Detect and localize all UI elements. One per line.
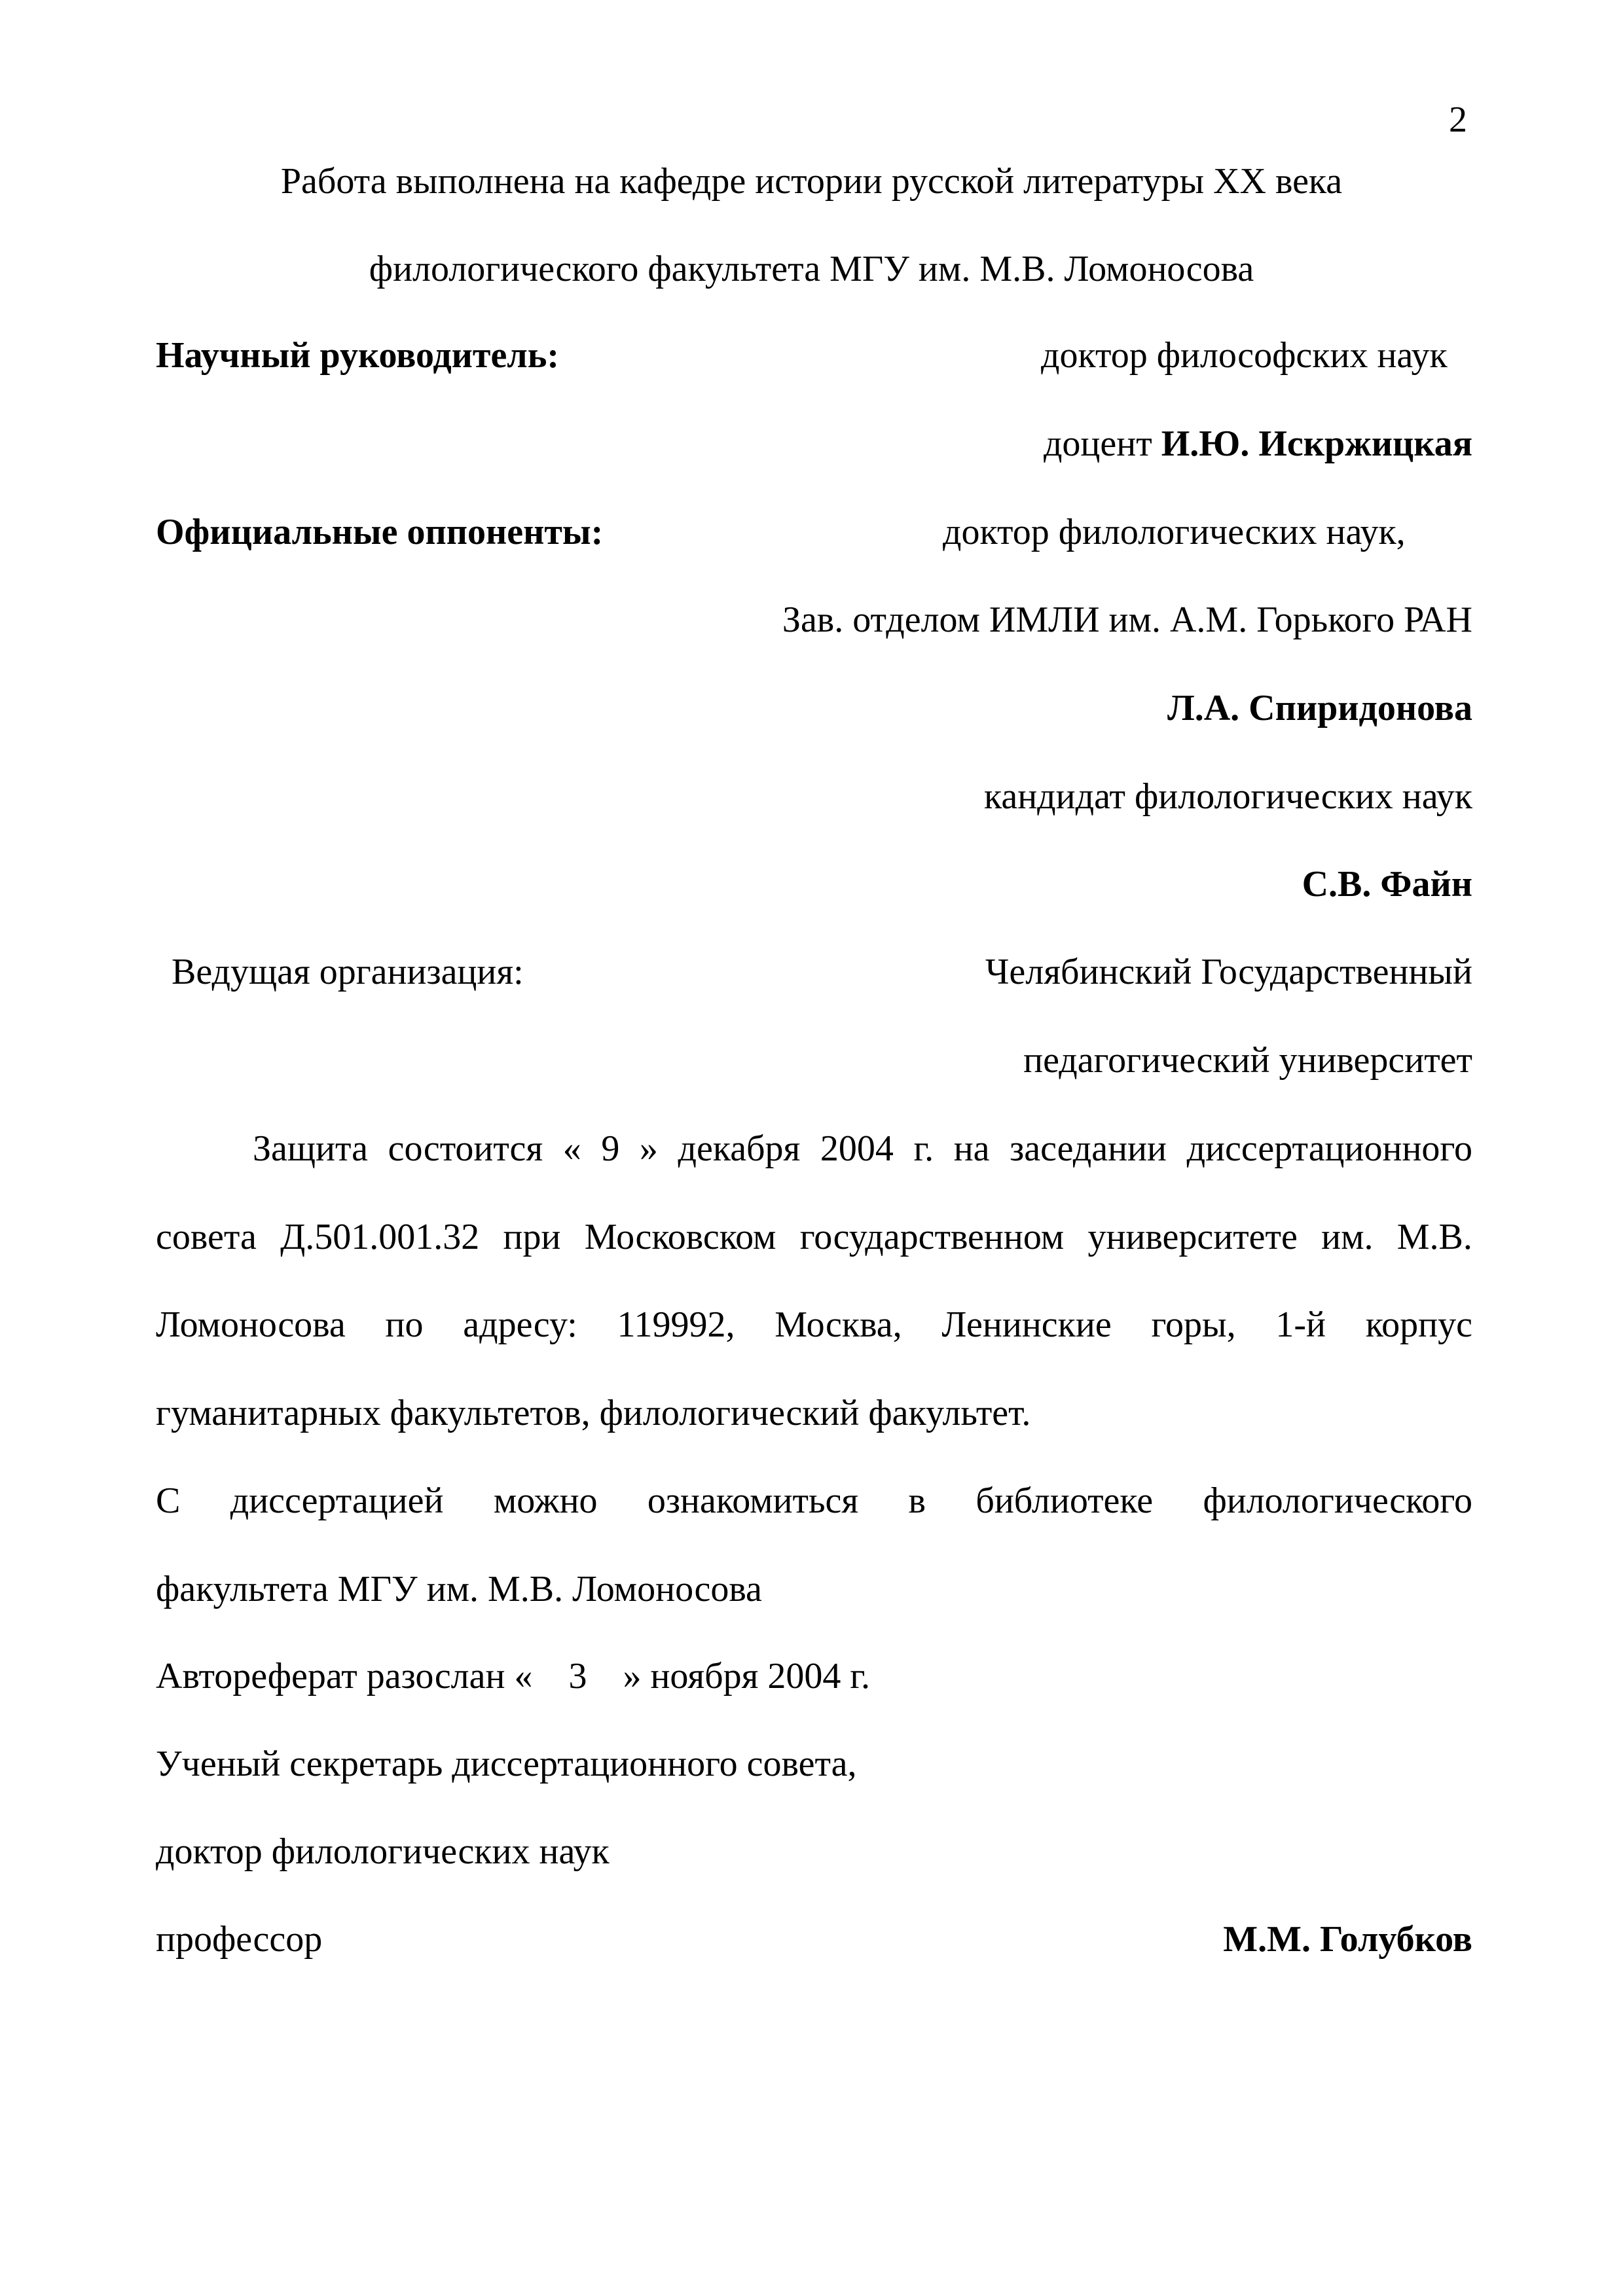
word: г.: [913, 1128, 934, 1169]
header-line-1: Работа выполнена на кафедре истории русской литературы XX века: [280, 161, 1343, 202]
word: государственном: [799, 1217, 1065, 1257]
library-line-1: [156, 1479, 1472, 1522]
word: Ленинские: [941, 1304, 1112, 1345]
word: Московском: [584, 1217, 776, 1257]
abstract-sent-prefix: Автореферат разослан «: [156, 1656, 533, 1696]
word: на: [953, 1128, 990, 1169]
word: Ломоносова: [156, 1304, 346, 1345]
defense-line-3: [156, 1303, 1472, 1346]
supervisor-name: И.Ю. Искржицкая: [1161, 423, 1472, 464]
word: им.: [1321, 1217, 1374, 1257]
supervisor-title-name: [1044, 422, 1472, 465]
word: горы,: [1151, 1304, 1236, 1345]
word: при: [503, 1217, 561, 1257]
secretary-line-2: доктор филологических наук: [156, 1831, 610, 1872]
defense-line-4: гуманитарных факультетов, филологический факультет.: [156, 1393, 1031, 1433]
word: диссертацией: [230, 1480, 444, 1521]
supervisor-label: Научный руководитель:: [156, 335, 559, 376]
word: в: [908, 1480, 926, 1521]
word: диссертационного: [1186, 1128, 1472, 1169]
word: М.В.: [1396, 1217, 1472, 1257]
word: совета: [156, 1217, 257, 1257]
word: »: [639, 1128, 658, 1169]
word: Д.501.001.32: [280, 1217, 480, 1257]
word: библиотеке: [976, 1480, 1154, 1521]
lead-org-line-2: педагогический университет: [1023, 1040, 1472, 1081]
supervisor-degree: доктор философских наук: [1041, 335, 1448, 376]
opponent-1-degree: доктор филологических наук,: [943, 512, 1406, 552]
defense-line-1: [253, 1127, 1472, 1170]
word: корпус: [1365, 1304, 1472, 1345]
word: 2004: [820, 1128, 894, 1169]
opponent-2-degree: кандидат филологических наук: [984, 776, 1472, 817]
opponent-1-name: Л.А. Спиридонова: [1167, 688, 1472, 728]
word: университете: [1087, 1217, 1298, 1257]
defense-line-2: [156, 1215, 1472, 1259]
word: филологического: [1203, 1480, 1472, 1521]
word: декабря: [678, 1128, 801, 1169]
word: заседании: [1010, 1128, 1167, 1169]
word: можно: [493, 1480, 598, 1521]
opponent-1-position: Зав. отделом ИМЛИ им. А.М. Горького РАН: [782, 600, 1472, 640]
word: Защита: [253, 1128, 369, 1169]
lead-org-label: Ведущая организация:: [172, 952, 524, 992]
word: адресу:: [463, 1304, 577, 1345]
library-line-2: факультета МГУ им. М.В. Ломоносова: [156, 1569, 762, 1609]
word: Москва,: [775, 1304, 902, 1345]
supervisor-title: доцент: [1043, 423, 1152, 464]
header-line-2: филологического факультета МГУ им. М.В. Ломоносова: [369, 249, 1254, 289]
secretary-name: М.М. Голубков: [1223, 1919, 1472, 1960]
secretary-line-1: Ученый секретарь диссертационного совета,: [156, 1744, 857, 1784]
word: ознакомиться: [647, 1480, 859, 1521]
secretary-title: профессор: [156, 1919, 323, 1960]
page-number: 2: [1449, 99, 1467, 140]
abstract-sent-day: 3: [568, 1656, 587, 1696]
abstract-sent-suffix: » ноября 2004 г.: [623, 1656, 871, 1696]
opponent-2-name: С.В. Файн: [1302, 864, 1472, 905]
word: по: [385, 1304, 424, 1345]
abstract-sent-line: [156, 1655, 870, 1698]
word: 119992,: [617, 1304, 735, 1345]
lead-org-line-1: Челябинский Государственный: [985, 952, 1472, 992]
word: состоится: [388, 1128, 543, 1169]
word: 9: [601, 1128, 620, 1169]
word: «: [562, 1128, 581, 1169]
word: 1-й: [1275, 1304, 1326, 1345]
word: С: [156, 1480, 181, 1521]
opponents-label: Официальные оппоненты:: [156, 512, 604, 552]
